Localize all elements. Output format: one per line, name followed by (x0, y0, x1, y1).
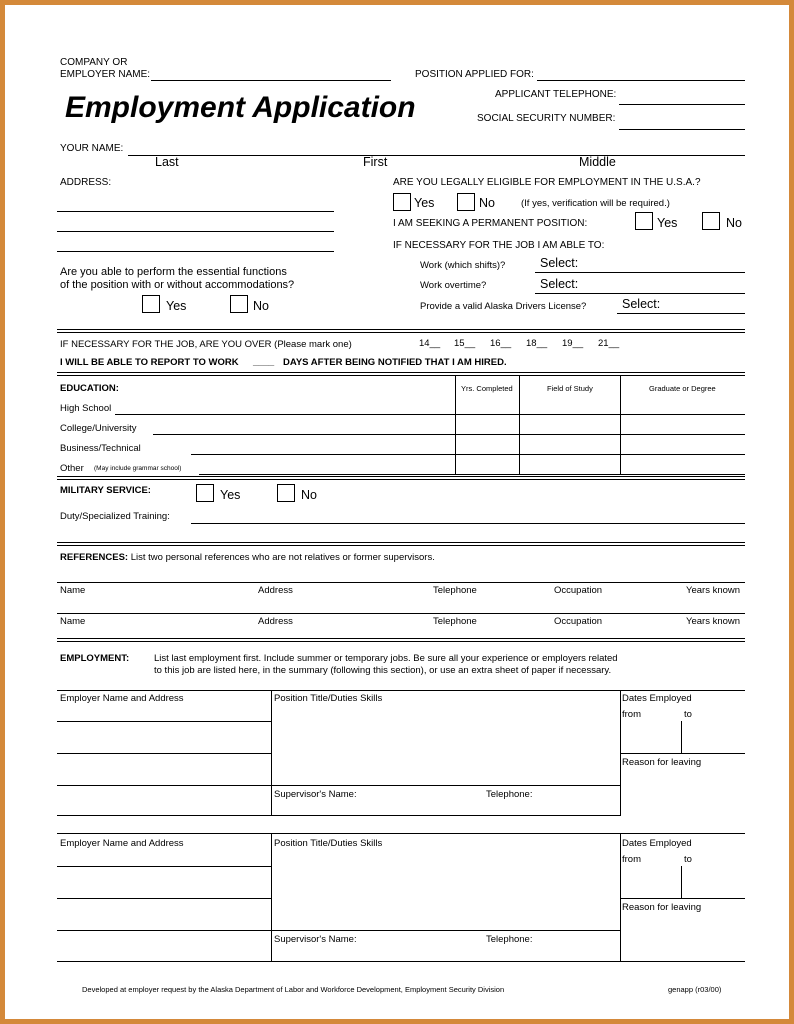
employer-2-divider (271, 833, 272, 961)
section-divider (57, 542, 745, 546)
report-text-2: DAYS AFTER BEING NOTIFIED THAT I AM HIRED. (283, 357, 507, 368)
verification-note: (If yes, verification will be required.) (521, 198, 670, 209)
ref-1-occupation-caption: Occupation (554, 585, 603, 596)
duty-training-field[interactable] (191, 523, 745, 524)
employer-2-to-label: to (684, 854, 692, 865)
employer-1-supervisor-label: Supervisor's Name: (274, 789, 357, 800)
permanent-yes-checkbox[interactable] (635, 212, 653, 230)
education-row-high-school: High School (60, 403, 112, 414)
position-applied-label: POSITION APPLIED FOR: (415, 69, 534, 80)
duty-training-label: Duty/Specialized Training: (60, 511, 170, 522)
age-question: IF NECESSARY FOR THE JOB, ARE YOU OVER (Please mark one) (60, 339, 352, 350)
shifts-select[interactable]: Select: (540, 256, 579, 270)
license-select[interactable]: Select: (622, 297, 661, 311)
functions-no-checkbox[interactable] (230, 295, 248, 313)
position-applied-field[interactable] (537, 80, 745, 81)
employer-2-bottom-line (57, 961, 745, 962)
employer-1-divider (271, 690, 272, 816)
report-text-1: I WILL BE ABLE TO REPORT TO WORK (60, 357, 239, 368)
license-field-line (617, 313, 745, 314)
employer-2-reason-label: Reason for leaving (622, 902, 702, 913)
education-row-college: College/University (60, 423, 137, 434)
employer-2-address-line[interactable] (57, 898, 271, 899)
permanent-position-label: I AM SEEKING A PERMANENT POSITION: (393, 218, 588, 229)
company-label-2: EMPLOYER NAME: (60, 69, 151, 80)
functions-yes-label: Yes (166, 299, 187, 313)
ref-1-name-caption: Name (60, 585, 86, 596)
employer-2-dates-label: Dates Employed (622, 838, 692, 849)
address-label: ADDRESS: (60, 177, 112, 188)
functions-no-label: No (253, 299, 269, 313)
overtime-field-line (535, 293, 745, 294)
references-label: REFERENCES: (60, 552, 129, 563)
employer-1-dates-divider (681, 721, 682, 753)
section-divider (57, 329, 745, 333)
employer-1-position-field[interactable] (271, 785, 620, 786)
employment-instructions-2: to this job are listed here, in the summary (following this section), or use an extra sheet of paper if necessary. (154, 665, 612, 676)
military-no-checkbox[interactable] (277, 484, 295, 502)
eligible-yes-label: Yes (414, 196, 435, 210)
your-name-label: YOUR NAME: (60, 143, 124, 154)
applicant-telephone-label: APPLICANT TELEPHONE: (495, 89, 617, 100)
footer-credit: Developed at employer request by the Alaska Department of Labor and Workforce Development, Employment Security Division (82, 985, 505, 994)
age-option-21[interactable]: 21__ (598, 338, 620, 349)
employer-1-telephone-label: Telephone: (486, 789, 533, 800)
age-option-15[interactable]: 15__ (454, 338, 476, 349)
license-label: Provide a valid Alaska Drivers License? (420, 301, 587, 312)
permanent-no-checkbox[interactable] (702, 212, 720, 230)
other-note: (May include grammar school) (94, 465, 182, 472)
employer-2-dates-field[interactable] (620, 898, 745, 899)
applicant-telephone-field[interactable] (619, 104, 745, 105)
education-col-divider (620, 375, 621, 475)
middle-name-caption: Middle (579, 155, 616, 169)
other-field[interactable] (199, 474, 745, 475)
ref-2-telephone-caption: Telephone (433, 616, 477, 627)
employer-1-position-label: Position Title/Duties Skills (274, 693, 383, 704)
employer-2-dates-divider (681, 866, 682, 898)
education-col-divider (455, 375, 456, 475)
employer-2-address-line[interactable] (57, 930, 271, 931)
age-option-14[interactable]: 14__ (419, 338, 441, 349)
ref-2-years-caption: Years known (686, 616, 741, 627)
company-label-1: COMPANY OR (60, 57, 128, 68)
ssn-field[interactable] (619, 129, 745, 130)
functions-yes-checkbox[interactable] (142, 295, 160, 313)
permanent-no-label: No (726, 216, 742, 230)
employer-2-top-line (57, 833, 745, 834)
employer-1-address-line[interactable] (57, 721, 271, 722)
high-school-field[interactable] (115, 414, 745, 415)
age-option-16[interactable]: 16__ (490, 338, 512, 349)
employer-1-from-label: from (622, 709, 641, 720)
eligible-no-label: No (479, 196, 495, 210)
military-label: MILITARY SERVICE: (60, 485, 151, 496)
employer-1-top-line (57, 690, 745, 691)
employer-2-divider (620, 833, 621, 961)
employer-2-name-label: Employer Name and Address (60, 838, 184, 849)
company-name-field[interactable] (151, 80, 391, 81)
ref-1-years-caption: Years known (686, 585, 741, 596)
ref-1-telephone-caption: Telephone (433, 585, 477, 596)
military-yes-label: Yes (220, 488, 241, 502)
shifts-label: Work (which shifts)? (420, 260, 506, 271)
years-completed-header: Yrs. Completed (461, 384, 513, 393)
employer-1-dates-field[interactable] (620, 753, 745, 754)
overtime-select[interactable]: Select: (540, 277, 579, 291)
employer-1-address-line[interactable] (57, 753, 271, 754)
employer-2-address-line[interactable] (57, 866, 271, 867)
employer-2-position-label: Position Title/Duties Skills (274, 838, 383, 849)
employer-2-telephone-label: Telephone: (486, 934, 533, 945)
employer-1-dates-label: Dates Employed (622, 693, 692, 704)
shifts-field-line (535, 272, 745, 273)
business-field[interactable] (191, 454, 745, 455)
education-row-business: Business/Technical (60, 443, 141, 454)
education-row-other: Other (60, 463, 84, 474)
education-label: EDUCATION: (60, 383, 119, 394)
employer-1-to-label: to (684, 709, 692, 720)
section-divider (57, 638, 745, 642)
age-option-19[interactable]: 19__ (562, 338, 584, 349)
education-col-divider (519, 375, 520, 475)
first-name-caption: First (363, 155, 388, 169)
employer-2-position-field[interactable] (271, 930, 620, 931)
college-field[interactable] (153, 434, 745, 435)
employer-1-bottom-line (57, 815, 620, 816)
functions-question-line-1: Are you able to perform the essential functions (60, 266, 287, 278)
employer-1-name-label: Employer Name and Address (60, 693, 184, 704)
your-name-field[interactable] (128, 155, 745, 156)
military-no-label: No (301, 488, 317, 502)
eligible-no-checkbox[interactable] (457, 193, 475, 211)
reference-1-line[interactable] (57, 582, 745, 583)
permanent-yes-label: Yes (657, 216, 678, 230)
employer-1-reason-label: Reason for leaving (622, 757, 702, 768)
degree-header: Graduate or Degree (649, 384, 716, 393)
section-divider (57, 476, 745, 480)
ref-2-name-caption: Name (60, 616, 86, 627)
employment-instructions-1: List last employment first. Include summer or temporary jobs. Be sure all your experience or employers related (154, 653, 618, 664)
references-instructions: List two personal references who are not relatives or former supervisors. (130, 552, 435, 563)
employer-2-from-label: from (622, 854, 641, 865)
footer-form-id: genapp (r03/00) (668, 985, 722, 994)
ref-2-occupation-caption: Occupation (554, 616, 603, 627)
eligibility-question: ARE YOU LEGALLY ELIGIBLE FOR EMPLOYMENT IN THE U.S.A.? (393, 177, 701, 188)
report-days-blank[interactable]: ____ (253, 357, 275, 368)
address-line-3[interactable] (57, 251, 334, 252)
overtime-label: Work overtime? (420, 280, 487, 291)
references-heading (60, 552, 435, 563)
ssn-label: SOCIAL SECURITY NUMBER: (477, 113, 616, 124)
ref-1-address-caption: Address (258, 585, 293, 596)
section-divider (57, 372, 745, 376)
page-title: Employment Application (65, 91, 416, 124)
employer-2-supervisor-label: Supervisor's Name: (274, 934, 357, 945)
age-option-18[interactable]: 18__ (526, 338, 548, 349)
functions-question-line-2: of the position with or without accommodations? (60, 279, 295, 291)
employment-label: EMPLOYMENT: (60, 653, 130, 664)
able-to-label: IF NECESSARY FOR THE JOB I AM ABLE TO: (393, 240, 605, 251)
eligible-yes-checkbox[interactable] (393, 193, 411, 211)
last-name-caption: Last (155, 155, 179, 169)
employer-1-address-line[interactable] (57, 785, 271, 786)
address-line-2[interactable] (57, 231, 334, 232)
reference-2-line[interactable] (57, 613, 745, 614)
field-of-study-header: Field of Study (547, 384, 593, 393)
ref-2-address-caption: Address (258, 616, 293, 627)
military-yes-checkbox[interactable] (196, 484, 214, 502)
address-line-1[interactable] (57, 211, 334, 212)
